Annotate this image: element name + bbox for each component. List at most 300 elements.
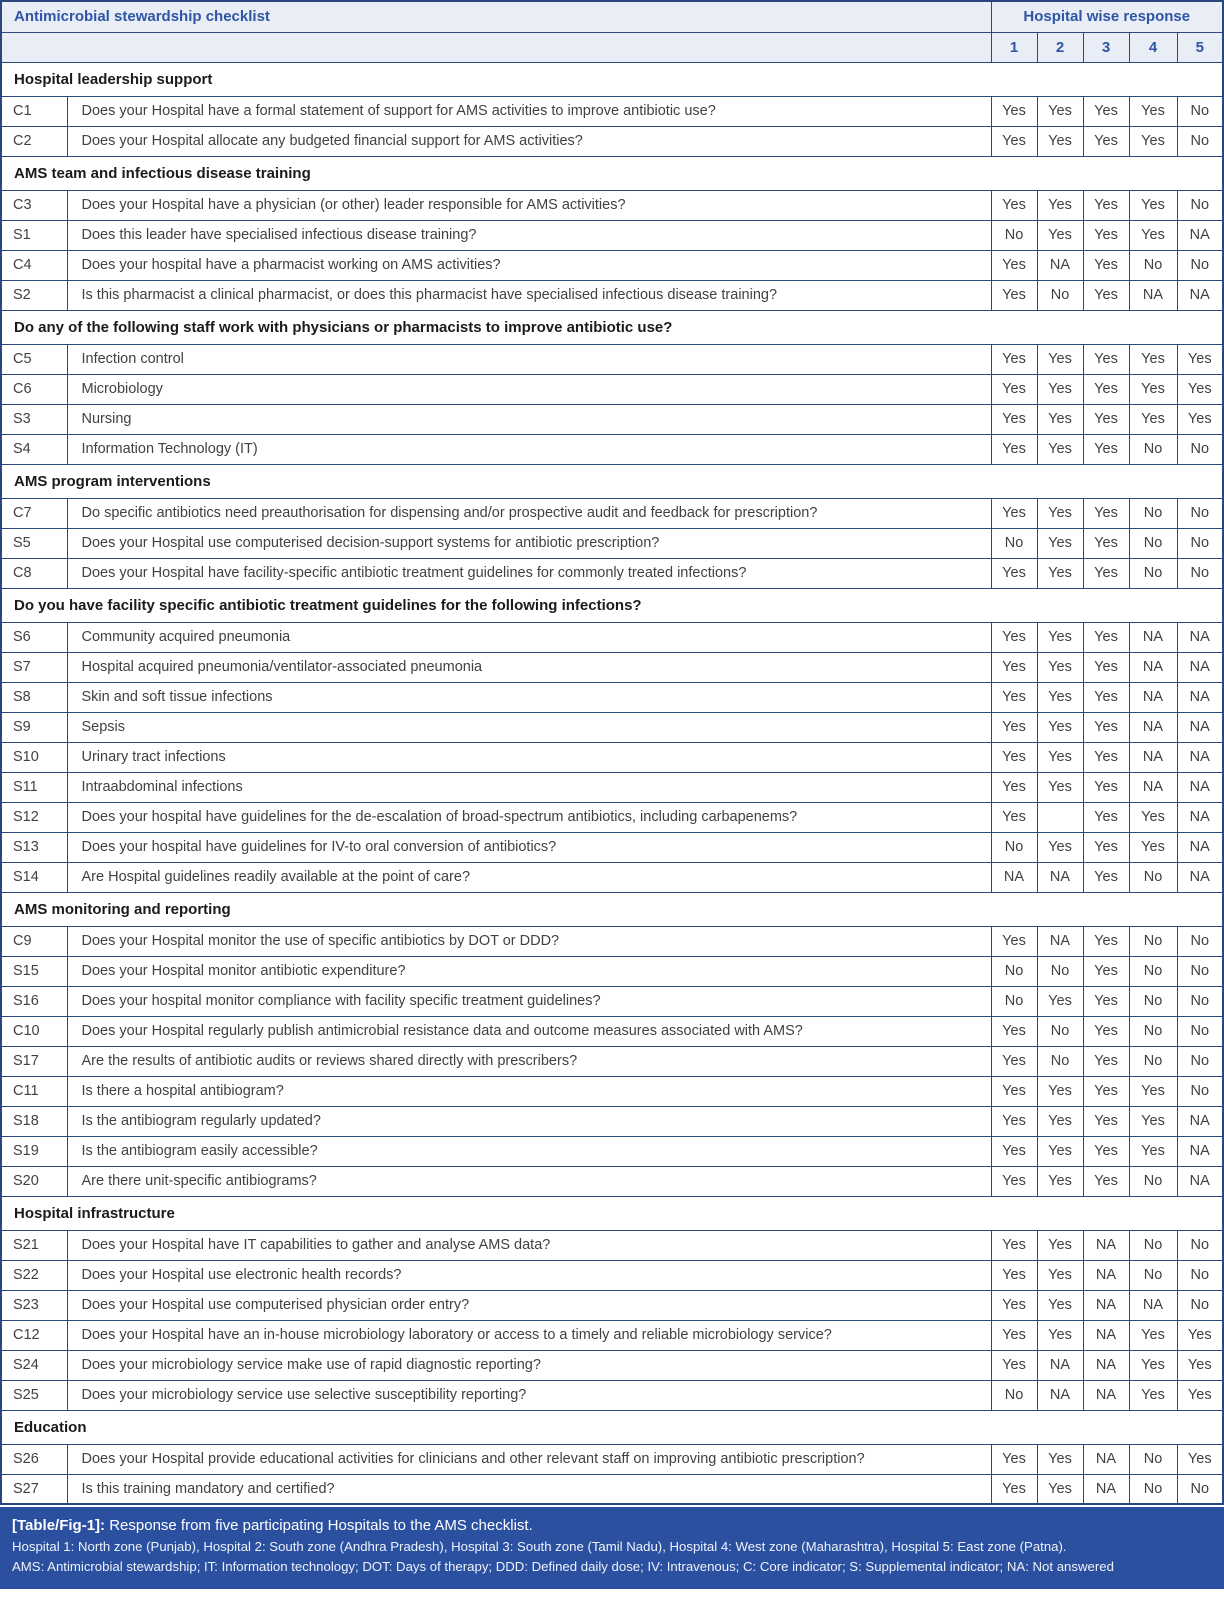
response-hospital-1: Yes	[991, 374, 1037, 404]
table-row	[1, 986, 1223, 1016]
table-row	[1, 682, 1223, 712]
response-hospital-2: Yes	[1037, 712, 1083, 742]
caption-title: Response from five participating Hospitals to the AMS checklist.	[109, 1517, 533, 1534]
indicator-id: S13	[1, 832, 67, 862]
table-row	[1, 1444, 1223, 1474]
question-text: Sepsis	[67, 712, 991, 742]
indicator-id: S9	[1, 712, 67, 742]
section-row	[1, 464, 1223, 498]
indicator-id: S23	[1, 1290, 67, 1320]
response-hospital-1: Yes	[991, 344, 1037, 374]
response-hospital-3: Yes	[1083, 1106, 1129, 1136]
response-hospital-3: NA	[1083, 1230, 1129, 1260]
hospital-column-1: 1	[991, 32, 1037, 62]
response-hospital-5: Yes	[1177, 404, 1223, 434]
question-text: Intraabdominal infections	[67, 772, 991, 802]
response-hospital-5: NA	[1177, 682, 1223, 712]
response-hospital-5: NA	[1177, 802, 1223, 832]
response-hospital-4: No	[1129, 434, 1177, 464]
hospital-columns-row	[1, 32, 1223, 62]
table-row	[1, 1106, 1223, 1136]
table-row	[1, 96, 1223, 126]
response-hospital-5: No	[1177, 190, 1223, 220]
response-hospital-2: Yes	[1037, 622, 1083, 652]
response-hospital-5: NA	[1177, 862, 1223, 892]
response-hospital-3: Yes	[1083, 772, 1129, 802]
response-hospital-3: Yes	[1083, 802, 1129, 832]
response-hospital-1: No	[991, 956, 1037, 986]
response-hospital-3: Yes	[1083, 220, 1129, 250]
response-hospital-3: Yes	[1083, 1046, 1129, 1076]
question-text: Does your Hospital provide educational activities for clinicians and other relevant staff on improving antibiotic prescription?	[67, 1444, 991, 1474]
response-hospital-5: Yes	[1177, 1320, 1223, 1350]
table-row	[1, 832, 1223, 862]
response-hospital-4: Yes	[1129, 1076, 1177, 1106]
question-text: Does your hospital monitor compliance with facility specific treatment guidelines?	[67, 986, 991, 1016]
response-hospital-4: Yes	[1129, 1106, 1177, 1136]
question-text: Does your Hospital have an in-house microbiology laboratory or access to a timely and reliable microbiology service?	[67, 1320, 991, 1350]
question-text: Urinary tract infections	[67, 742, 991, 772]
response-hospital-3: Yes	[1083, 280, 1129, 310]
question-text: Nursing	[67, 404, 991, 434]
table-row	[1, 404, 1223, 434]
response-hospital-4: No	[1129, 1230, 1177, 1260]
response-hospital-2: Yes	[1037, 1166, 1083, 1196]
indicator-id: S4	[1, 434, 67, 464]
hospital-column-2: 2	[1037, 32, 1083, 62]
response-hospital-1: Yes	[991, 1444, 1037, 1474]
question-text: Is there a hospital antibiogram?	[67, 1076, 991, 1106]
indicator-id: S20	[1, 1166, 67, 1196]
response-hospital-4: Yes	[1129, 1380, 1177, 1410]
response-hospital-1: Yes	[991, 742, 1037, 772]
question-text: Skin and soft tissue infections	[67, 682, 991, 712]
response-hospital-1: Yes	[991, 1474, 1037, 1504]
response-hospital-1: Yes	[991, 926, 1037, 956]
table-row	[1, 374, 1223, 404]
response-hospital-2: No	[1037, 956, 1083, 986]
response-hospital-5: NA	[1177, 1106, 1223, 1136]
indicator-id: S6	[1, 622, 67, 652]
question-text: Is this training mandatory and certified?	[67, 1474, 991, 1504]
response-hospital-3: Yes	[1083, 986, 1129, 1016]
response-hospital-2: Yes	[1037, 652, 1083, 682]
response-hospital-2: Yes	[1037, 682, 1083, 712]
caption-abbreviations: AMS: Antimicrobial stewardship; IT: Information technology; DOT: Days of therapy; DDD: Defined daily dose; IV: Intravenous; C: Core indicator; S: Supplemental indicator; NA: Not answered	[12, 1559, 1114, 1575]
response-hospital-5: No	[1177, 1474, 1223, 1504]
response-hospital-4: NA	[1129, 742, 1177, 772]
table-row	[1, 126, 1223, 156]
question-text: Does your hospital have guidelines for IV-to oral conversion of antibiotics?	[67, 832, 991, 862]
response-hospital-5: No	[1177, 956, 1223, 986]
response-hospital-1: No	[991, 1380, 1037, 1410]
indicator-id: C6	[1, 374, 67, 404]
response-hospital-4: Yes	[1129, 1350, 1177, 1380]
response-hospital-2: Yes	[1037, 1320, 1083, 1350]
response-hospital-2: Yes	[1037, 404, 1083, 434]
empty-header-cell	[1, 32, 991, 62]
response-hospital-5: NA	[1177, 1136, 1223, 1166]
response-hospital-2: Yes	[1037, 986, 1083, 1016]
question-text: Is the antibiogram easily accessible?	[67, 1136, 991, 1166]
response-hospital-1: Yes	[991, 280, 1037, 310]
response-hospital-5: No	[1177, 1230, 1223, 1260]
response-hospital-3: Yes	[1083, 126, 1129, 156]
response-hospital-2: Yes	[1037, 528, 1083, 558]
section-row	[1, 892, 1223, 926]
indicator-id: S12	[1, 802, 67, 832]
question-text: Does your Hospital have a physician (or other) leader responsible for AMS activities?	[67, 190, 991, 220]
response-hospital-2: Yes	[1037, 190, 1083, 220]
indicator-id: S19	[1, 1136, 67, 1166]
table-row	[1, 622, 1223, 652]
response-hospital-3: Yes	[1083, 558, 1129, 588]
indicator-id: C1	[1, 96, 67, 126]
response-header: Hospital wise response	[991, 1, 1223, 32]
indicator-id: S7	[1, 652, 67, 682]
section-row	[1, 588, 1223, 622]
response-hospital-3: NA	[1083, 1380, 1129, 1410]
question-text: Does your Hospital monitor the use of specific antibiotics by DOT or DDD?	[67, 926, 991, 956]
indicator-id: S14	[1, 862, 67, 892]
response-hospital-5: NA	[1177, 1166, 1223, 1196]
indicator-id: S2	[1, 280, 67, 310]
section-row	[1, 1410, 1223, 1444]
response-hospital-3: NA	[1083, 1260, 1129, 1290]
table-row	[1, 1016, 1223, 1046]
response-hospital-5: NA	[1177, 742, 1223, 772]
response-hospital-3: Yes	[1083, 374, 1129, 404]
hospital-column-4: 4	[1129, 32, 1177, 62]
response-hospital-2: NA	[1037, 1380, 1083, 1410]
response-hospital-3: Yes	[1083, 1076, 1129, 1106]
table-row	[1, 1350, 1223, 1380]
table-row	[1, 1474, 1223, 1504]
table-row	[1, 1076, 1223, 1106]
response-hospital-3: Yes	[1083, 528, 1129, 558]
table-row	[1, 1320, 1223, 1350]
response-hospital-3: Yes	[1083, 926, 1129, 956]
response-hospital-1: Yes	[991, 1260, 1037, 1290]
table-row	[1, 712, 1223, 742]
response-hospital-5: No	[1177, 1290, 1223, 1320]
table-row	[1, 1046, 1223, 1076]
question-text: Infection control	[67, 344, 991, 374]
response-hospital-4: NA	[1129, 652, 1177, 682]
question-text: Are there unit-specific antibiograms?	[67, 1166, 991, 1196]
table-header-row	[1, 1, 1223, 32]
question-text: Are the results of antibiotic audits or reviews shared directly with prescribers?	[67, 1046, 991, 1076]
response-hospital-4: Yes	[1129, 374, 1177, 404]
response-hospital-4: No	[1129, 1444, 1177, 1474]
question-text: Does your Hospital use computerised physician order entry?	[67, 1290, 991, 1320]
question-text: Do specific antibiotics need preauthorisation for dispensing and/or prospective audit and feedback for prescription?	[67, 498, 991, 528]
section-title: Education	[1, 1410, 1223, 1444]
response-hospital-1: Yes	[991, 1166, 1037, 1196]
response-hospital-1: Yes	[991, 404, 1037, 434]
table-row	[1, 344, 1223, 374]
response-hospital-4: No	[1129, 250, 1177, 280]
response-hospital-3: Yes	[1083, 1016, 1129, 1046]
response-hospital-2: NA	[1037, 862, 1083, 892]
response-hospital-4: NA	[1129, 622, 1177, 652]
response-hospital-4: NA	[1129, 1290, 1177, 1320]
response-hospital-4: Yes	[1129, 1320, 1177, 1350]
response-hospital-2: NA	[1037, 1350, 1083, 1380]
indicator-id: C2	[1, 126, 67, 156]
response-hospital-5: No	[1177, 926, 1223, 956]
response-hospital-3: Yes	[1083, 682, 1129, 712]
response-hospital-3: Yes	[1083, 862, 1129, 892]
response-hospital-3: Yes	[1083, 712, 1129, 742]
response-hospital-5: No	[1177, 1076, 1223, 1106]
response-hospital-1: Yes	[991, 126, 1037, 156]
section-row	[1, 62, 1223, 96]
indicator-id: S8	[1, 682, 67, 712]
response-hospital-4: No	[1129, 926, 1177, 956]
response-hospital-5: NA	[1177, 622, 1223, 652]
response-hospital-3: Yes	[1083, 190, 1129, 220]
section-title: Hospital leadership support	[1, 62, 1223, 96]
table-row	[1, 1290, 1223, 1320]
response-hospital-2: Yes	[1037, 1076, 1083, 1106]
question-text: Does your Hospital have facility-specific antibiotic treatment guidelines for commonly treated infections?	[67, 558, 991, 588]
response-hospital-4: Yes	[1129, 832, 1177, 862]
response-hospital-5: No	[1177, 126, 1223, 156]
response-hospital-1: Yes	[991, 558, 1037, 588]
response-hospital-4: Yes	[1129, 404, 1177, 434]
response-hospital-1: No	[991, 528, 1037, 558]
response-hospital-5: No	[1177, 96, 1223, 126]
response-hospital-3: Yes	[1083, 96, 1129, 126]
response-hospital-2: Yes	[1037, 126, 1083, 156]
response-hospital-1: Yes	[991, 1106, 1037, 1136]
indicator-id: C5	[1, 344, 67, 374]
table-row	[1, 528, 1223, 558]
section-row	[1, 1196, 1223, 1230]
question-text: Does your hospital have guidelines for the de-escalation of broad-spectrum antibiotics, including carbapenems?	[67, 802, 991, 832]
indicator-id: S16	[1, 986, 67, 1016]
table-row	[1, 434, 1223, 464]
indicator-id: C4	[1, 250, 67, 280]
indicator-id: S5	[1, 528, 67, 558]
response-hospital-3: Yes	[1083, 622, 1129, 652]
table-row	[1, 558, 1223, 588]
response-hospital-4: No	[1129, 498, 1177, 528]
response-hospital-2: Yes	[1037, 772, 1083, 802]
table-body	[1, 62, 1223, 1504]
response-hospital-2: No	[1037, 280, 1083, 310]
response-hospital-5: No	[1177, 986, 1223, 1016]
response-hospital-5: NA	[1177, 652, 1223, 682]
response-hospital-3: NA	[1083, 1290, 1129, 1320]
response-hospital-4: Yes	[1129, 126, 1177, 156]
section-row	[1, 310, 1223, 344]
response-hospital-2: Yes	[1037, 344, 1083, 374]
response-hospital-1: Yes	[991, 682, 1037, 712]
response-hospital-1: Yes	[991, 622, 1037, 652]
response-hospital-1: Yes	[991, 1076, 1037, 1106]
response-hospital-2: Yes	[1037, 742, 1083, 772]
indicator-id: S27	[1, 1474, 67, 1504]
question-text: Does your Hospital have IT capabilities to gather and analyse AMS data?	[67, 1230, 991, 1260]
response-hospital-1: Yes	[991, 190, 1037, 220]
indicator-id: S24	[1, 1350, 67, 1380]
response-hospital-5: NA	[1177, 280, 1223, 310]
response-hospital-2	[1037, 802, 1083, 832]
question-text: Are Hospital guidelines readily available at the point of care?	[67, 862, 991, 892]
indicator-id: S18	[1, 1106, 67, 1136]
response-hospital-3: Yes	[1083, 1136, 1129, 1166]
indicator-id: S26	[1, 1444, 67, 1474]
response-hospital-3: NA	[1083, 1444, 1129, 1474]
question-text: Does your hospital have a pharmacist working on AMS activities?	[67, 250, 991, 280]
indicator-id: S21	[1, 1230, 67, 1260]
indicator-id: S3	[1, 404, 67, 434]
response-hospital-2: Yes	[1037, 1136, 1083, 1166]
section-row	[1, 156, 1223, 190]
question-text: Does your Hospital have a formal statement of support for AMS activities to improve antibiotic use?	[67, 96, 991, 126]
table-row	[1, 250, 1223, 280]
section-title: Do any of the following staff work with physicians or pharmacists to improve antibiotic use?	[1, 310, 1223, 344]
response-hospital-4: NA	[1129, 280, 1177, 310]
response-hospital-2: NA	[1037, 250, 1083, 280]
indicator-id: C11	[1, 1076, 67, 1106]
response-hospital-2: Yes	[1037, 220, 1083, 250]
response-hospital-3: Yes	[1083, 250, 1129, 280]
table-row	[1, 1230, 1223, 1260]
response-hospital-2: No	[1037, 1016, 1083, 1046]
caption-hospital-legend: Hospital 1: North zone (Punjab), Hospital 2: South zone (Andhra Pradesh), Hospital 3: South zone (Tamil Nadu), Hospital 4: West zone (Maharashtra), Hospital 5: East zone (Patna).	[12, 1538, 1067, 1554]
indicator-id: C3	[1, 190, 67, 220]
section-title: AMS team and infectious disease training	[1, 156, 1223, 190]
table-row	[1, 926, 1223, 956]
question-text: Is this pharmacist a clinical pharmacist, or does this pharmacist have specialised infectious disease training?	[67, 280, 991, 310]
response-hospital-4: Yes	[1129, 190, 1177, 220]
response-hospital-1: Yes	[991, 434, 1037, 464]
response-hospital-2: No	[1037, 1046, 1083, 1076]
response-hospital-2: Yes	[1037, 1260, 1083, 1290]
section-title: AMS monitoring and reporting	[1, 892, 1223, 926]
response-hospital-1: Yes	[991, 1290, 1037, 1320]
indicator-id: C12	[1, 1320, 67, 1350]
indicator-id: S10	[1, 742, 67, 772]
question-text: Information Technology (IT)	[67, 434, 991, 464]
table-row	[1, 772, 1223, 802]
response-hospital-5: Yes	[1177, 1444, 1223, 1474]
response-hospital-4: No	[1129, 862, 1177, 892]
response-hospital-4: Yes	[1129, 220, 1177, 250]
question-text: Does your Hospital regularly publish antimicrobial resistance data and outcome measures associated with AMS?	[67, 1016, 991, 1046]
response-hospital-1: Yes	[991, 498, 1037, 528]
response-hospital-3: NA	[1083, 1350, 1129, 1380]
table-caption	[0, 1507, 1224, 1589]
indicator-id: C10	[1, 1016, 67, 1046]
response-hospital-2: Yes	[1037, 374, 1083, 404]
section-title: AMS program interventions	[1, 464, 1223, 498]
response-hospital-4: Yes	[1129, 802, 1177, 832]
response-hospital-4: NA	[1129, 712, 1177, 742]
response-hospital-2: Yes	[1037, 1106, 1083, 1136]
indicator-id: S11	[1, 772, 67, 802]
response-hospital-2: Yes	[1037, 1474, 1083, 1504]
response-hospital-2: NA	[1037, 926, 1083, 956]
indicator-id: S22	[1, 1260, 67, 1290]
response-hospital-4: Yes	[1129, 96, 1177, 126]
response-hospital-2: Yes	[1037, 1444, 1083, 1474]
response-hospital-4: NA	[1129, 682, 1177, 712]
response-hospital-1: Yes	[991, 652, 1037, 682]
question-text: Does your microbiology service use selective susceptibility reporting?	[67, 1380, 991, 1410]
response-hospital-1: Yes	[991, 712, 1037, 742]
response-hospital-5: No	[1177, 1260, 1223, 1290]
response-hospital-1: Yes	[991, 1136, 1037, 1166]
indicator-id: C9	[1, 926, 67, 956]
response-hospital-3: Yes	[1083, 404, 1129, 434]
indicator-id: C8	[1, 558, 67, 588]
response-hospital-4: No	[1129, 558, 1177, 588]
caption-title-line	[12, 1515, 1212, 1537]
table-row	[1, 498, 1223, 528]
response-hospital-5: No	[1177, 250, 1223, 280]
response-hospital-2: Yes	[1037, 832, 1083, 862]
response-hospital-1: Yes	[991, 1016, 1037, 1046]
question-text: Does your Hospital monitor antibiotic expenditure?	[67, 956, 991, 986]
response-hospital-3: Yes	[1083, 498, 1129, 528]
indicator-id: S17	[1, 1046, 67, 1076]
question-text: Is the antibiogram regularly updated?	[67, 1106, 991, 1136]
response-hospital-4: No	[1129, 1016, 1177, 1046]
response-hospital-2: Yes	[1037, 498, 1083, 528]
response-hospital-5: NA	[1177, 772, 1223, 802]
question-text: Does your microbiology service make use of rapid diagnostic reporting?	[67, 1350, 991, 1380]
table-row	[1, 652, 1223, 682]
response-hospital-3: Yes	[1083, 344, 1129, 374]
response-hospital-5: Yes	[1177, 1380, 1223, 1410]
response-hospital-4: No	[1129, 1260, 1177, 1290]
indicator-id: C7	[1, 498, 67, 528]
response-hospital-1: Yes	[991, 250, 1037, 280]
response-hospital-1: No	[991, 832, 1037, 862]
response-hospital-5: No	[1177, 1046, 1223, 1076]
response-hospital-5: No	[1177, 528, 1223, 558]
response-hospital-4: No	[1129, 956, 1177, 986]
indicator-id: S25	[1, 1380, 67, 1410]
question-text: Does your Hospital allocate any budgeted financial support for AMS activities?	[67, 126, 991, 156]
response-hospital-1: Yes	[991, 1320, 1037, 1350]
response-hospital-3: Yes	[1083, 652, 1129, 682]
response-hospital-4: Yes	[1129, 1136, 1177, 1166]
response-hospital-5: No	[1177, 558, 1223, 588]
question-text: Microbiology	[67, 374, 991, 404]
section-title: Hospital infrastructure	[1, 1196, 1223, 1230]
table-row	[1, 220, 1223, 250]
response-hospital-4: No	[1129, 1046, 1177, 1076]
response-hospital-3: NA	[1083, 1474, 1129, 1504]
indicator-id: S1	[1, 220, 67, 250]
response-hospital-5: NA	[1177, 832, 1223, 862]
response-hospital-3: Yes	[1083, 742, 1129, 772]
table-row	[1, 1260, 1223, 1290]
table-row	[1, 802, 1223, 832]
response-hospital-3: NA	[1083, 1320, 1129, 1350]
table-row	[1, 862, 1223, 892]
response-hospital-1: NA	[991, 862, 1037, 892]
question-text: Hospital acquired pneumonia/ventilator-associated pneumonia	[67, 652, 991, 682]
response-hospital-1: Yes	[991, 772, 1037, 802]
response-hospital-5: NA	[1177, 712, 1223, 742]
response-hospital-5: Yes	[1177, 374, 1223, 404]
